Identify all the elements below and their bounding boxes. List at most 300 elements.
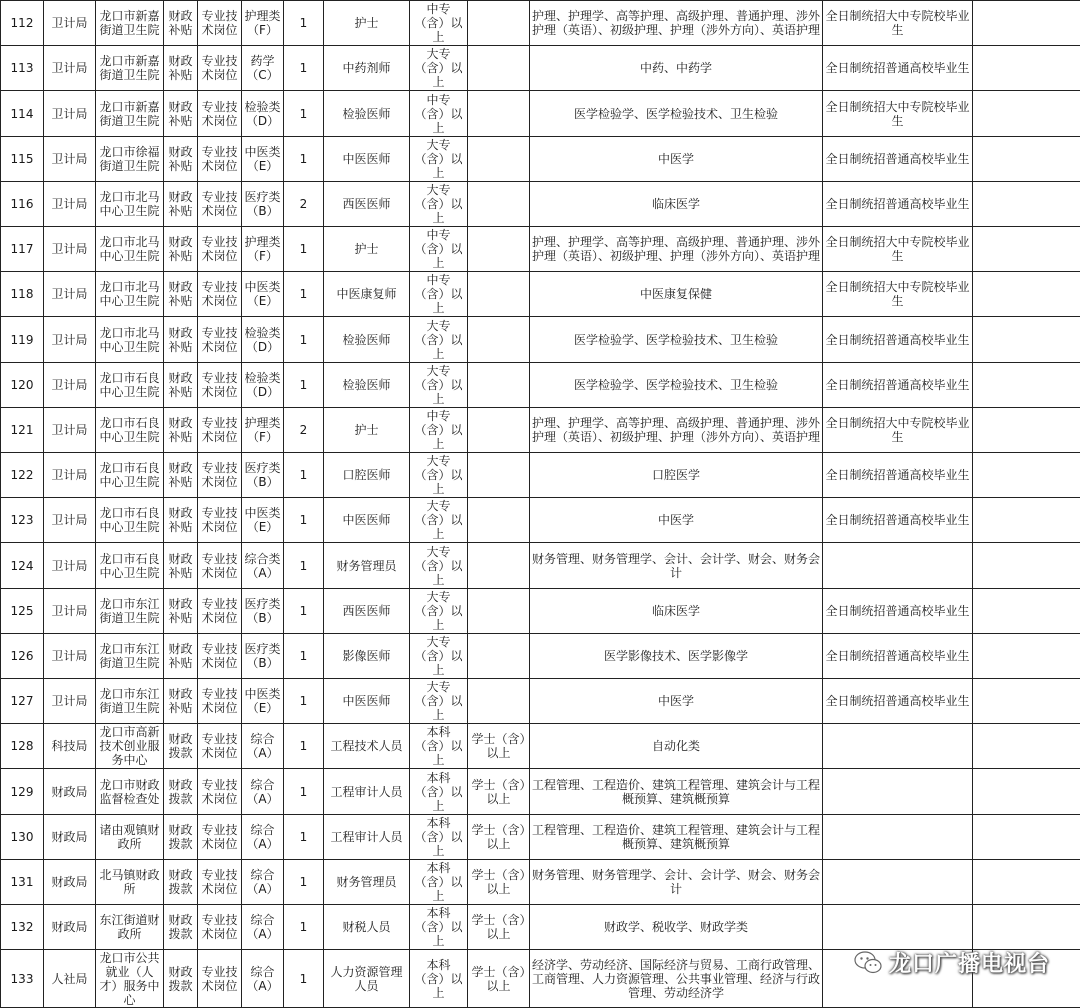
cell-department: 卫计局	[44, 362, 96, 407]
cell-department: 卫计局	[44, 227, 96, 272]
cell-category: 中医类（E）	[242, 679, 284, 724]
cell-remark: 全日制统招大中专院校毕业生	[823, 407, 973, 452]
cell-serial: 129	[1, 769, 44, 814]
cell-empty	[973, 362, 1080, 407]
cell-unit: 龙口市新嘉街道卫生院	[96, 91, 164, 136]
cell-department: 卫计局	[44, 1, 96, 46]
cell-education: 大专（含）以上	[410, 633, 468, 678]
cell-category: 医疗类（B）	[242, 588, 284, 633]
cell-unit: 龙口市北马中心卫生院	[96, 181, 164, 226]
cell-unit: 龙口市高新技术创业服务中心	[96, 724, 164, 769]
cell-serial: 130	[1, 814, 44, 859]
cell-serial: 126	[1, 633, 44, 678]
cell-education: 大专（含）以上	[410, 453, 468, 498]
cell-major: 财务管理、财务管理学、会计、会计学、财会、财务会计	[530, 859, 823, 904]
cell-category: 综合（A）	[242, 950, 284, 1008]
cell-category: 中医类（E）	[242, 136, 284, 181]
cell-count: 1	[284, 498, 324, 543]
cell-department: 卫计局	[44, 181, 96, 226]
cell-unit: 龙口市东江街道卫生院	[96, 679, 164, 724]
cell-major: 自动化类	[530, 724, 823, 769]
cell-post-name: 中医医师	[324, 679, 410, 724]
cell-unit: 龙口市东江街道卫生院	[96, 633, 164, 678]
cell-category: 医疗类（B）	[242, 181, 284, 226]
cell-major: 医学影像技术、医学影像学	[530, 633, 823, 678]
cell-serial: 132	[1, 905, 44, 950]
cell-post-type: 专业技术岗位	[198, 950, 242, 1008]
cell-post-type: 专业技术岗位	[198, 317, 242, 362]
cell-funding: 财政拨款	[164, 769, 198, 814]
cell-funding: 财政补贴	[164, 227, 198, 272]
cell-funding: 财政拨款	[164, 905, 198, 950]
cell-post-type: 专业技术岗位	[198, 362, 242, 407]
cell-count: 1	[284, 317, 324, 362]
cell-department: 卫计局	[44, 588, 96, 633]
cell-empty	[973, 814, 1080, 859]
cell-count: 1	[284, 1, 324, 46]
cell-remark: 全日制统招普通高校毕业生	[823, 181, 973, 226]
cell-count: 1	[284, 588, 324, 633]
cell-category: 综合类（A）	[242, 543, 284, 588]
cell-empty	[973, 679, 1080, 724]
cell-education: 大专（含）以上	[410, 46, 468, 91]
cell-remark: 全日制统招大中专院校毕业生	[823, 1, 973, 46]
cell-serial: 127	[1, 679, 44, 724]
cell-funding: 财政补贴	[164, 498, 198, 543]
cell-department: 卫计局	[44, 91, 96, 136]
cell-serial: 119	[1, 317, 44, 362]
cell-post-name: 中医医师	[324, 136, 410, 181]
cell-remark	[823, 724, 973, 769]
cell-department: 卫计局	[44, 407, 96, 452]
cell-remark	[823, 905, 973, 950]
cell-unit: 龙口市石良中心卫生院	[96, 453, 164, 498]
cell-unit: 诸由观镇财政所	[96, 814, 164, 859]
cell-post-name: 工程审计人员	[324, 769, 410, 814]
table-row	[1, 317, 1080, 362]
cell-degree	[468, 136, 530, 181]
cell-empty	[973, 769, 1080, 814]
cell-major: 中医学	[530, 498, 823, 543]
cell-degree	[468, 227, 530, 272]
cell-education: 大专（含）以上	[410, 362, 468, 407]
table-row	[1, 91, 1080, 136]
cell-remark: 全日制统招普通高校毕业生	[823, 362, 973, 407]
cell-major: 经济学、劳动经济、国际经济与贸易、工商行政管理、工商管理、人力资源管理、公共事业管理、经济与行政管理、劳动经济学	[530, 950, 823, 1008]
cell-serial: 120	[1, 362, 44, 407]
cell-degree	[468, 181, 530, 226]
cell-post-type: 专业技术岗位	[198, 859, 242, 904]
cell-serial: 112	[1, 1, 44, 46]
cell-count: 1	[284, 859, 324, 904]
cell-funding: 财政拨款	[164, 814, 198, 859]
cell-count: 1	[284, 46, 324, 91]
cell-count: 1	[284, 633, 324, 678]
table-row	[1, 227, 1080, 272]
cell-post-type: 专业技术岗位	[198, 136, 242, 181]
cell-serial: 118	[1, 272, 44, 317]
table-row	[1, 453, 1080, 498]
cell-empty	[973, 227, 1080, 272]
cell-department: 人社局	[44, 950, 96, 1008]
cell-category: 中医类（E）	[242, 498, 284, 543]
table-row	[1, 543, 1080, 588]
cell-remark: 全日制统招大中专院校毕业生	[823, 227, 973, 272]
cell-degree	[468, 588, 530, 633]
cell-funding: 财政补贴	[164, 633, 198, 678]
cell-education: 本科（含）以上	[410, 814, 468, 859]
cell-post-type: 专业技术岗位	[198, 769, 242, 814]
cell-unit: 龙口市公共就业（人才）服务中心	[96, 950, 164, 1008]
cell-unit: 龙口市石良中心卫生院	[96, 362, 164, 407]
cell-category: 护理类（F）	[242, 227, 284, 272]
watermark-text: 龙口广播电视台	[888, 952, 1050, 977]
cell-major: 医学检验学、医学检验技术、卫生检验	[530, 317, 823, 362]
cell-department: 卫计局	[44, 633, 96, 678]
cell-count: 1	[284, 950, 324, 1008]
cell-empty	[973, 633, 1080, 678]
cell-education: 中专（含）以上	[410, 91, 468, 136]
cell-post-type: 专业技术岗位	[198, 498, 242, 543]
cell-department: 卫计局	[44, 317, 96, 362]
cell-education: 大专（含）以上	[410, 543, 468, 588]
cell-education: 大专（含）以上	[410, 181, 468, 226]
cell-degree	[468, 407, 530, 452]
cell-count: 2	[284, 407, 324, 452]
cell-degree: 学士（含）以上	[468, 814, 530, 859]
cell-empty	[973, 588, 1080, 633]
cell-department: 科技局	[44, 724, 96, 769]
cell-empty	[973, 453, 1080, 498]
cell-department: 卫计局	[44, 679, 96, 724]
cell-major: 工程管理、工程造价、建筑工程管理、建筑会计与工程概预算、建筑概预算	[530, 769, 823, 814]
cell-degree	[468, 633, 530, 678]
cell-remark	[823, 950, 973, 1008]
cell-post-name: 口腔医师	[324, 453, 410, 498]
cell-category: 综合（A）	[242, 859, 284, 904]
cell-unit: 龙口市新嘉街道卫生院	[96, 46, 164, 91]
cell-post-name: 工程技术人员	[324, 724, 410, 769]
cell-post-name: 人力资源管理人员	[324, 950, 410, 1008]
cell-degree	[468, 679, 530, 724]
cell-degree	[468, 362, 530, 407]
cell-education: 本科（含）以上	[410, 905, 468, 950]
cell-degree	[468, 1, 530, 46]
cell-remark: 全日制统招普通高校毕业生	[823, 633, 973, 678]
cell-education: 大专（含）以上	[410, 136, 468, 181]
cell-remark: 全日制统招普通高校毕业生	[823, 588, 973, 633]
cell-count: 1	[284, 453, 324, 498]
cell-count: 2	[284, 181, 324, 226]
cell-funding: 财政补贴	[164, 317, 198, 362]
cell-major: 中医学	[530, 679, 823, 724]
cell-education: 大专（含）以上	[410, 498, 468, 543]
cell-post-name: 检验医师	[324, 91, 410, 136]
cell-funding: 财政拨款	[164, 859, 198, 904]
cell-empty	[973, 91, 1080, 136]
cell-count: 1	[284, 679, 324, 724]
cell-remark	[823, 543, 973, 588]
cell-category: 护理类（F）	[242, 1, 284, 46]
table-row	[1, 46, 1080, 91]
table-row	[1, 814, 1080, 859]
cell-count: 1	[284, 362, 324, 407]
cell-degree: 学士（含）以上	[468, 905, 530, 950]
cell-serial: 123	[1, 498, 44, 543]
cell-unit: 龙口市石良中心卫生院	[96, 498, 164, 543]
cell-education: 中专（含）以上	[410, 407, 468, 452]
cell-post-type: 专业技术岗位	[198, 588, 242, 633]
cell-major: 工程管理、工程造价、建筑工程管理、建筑会计与工程概预算、建筑概预算	[530, 814, 823, 859]
cell-post-name: 西医医师	[324, 588, 410, 633]
cell-education: 大专（含）以上	[410, 588, 468, 633]
table-row	[1, 181, 1080, 226]
cell-major: 护理、护理学、高等护理、高级护理、普通护理、涉外护理（英语）、初级护理、护理（涉外方向）、英语护理	[530, 227, 823, 272]
cell-unit: 东江街道财政所	[96, 905, 164, 950]
cell-department: 卫计局	[44, 46, 96, 91]
cell-major: 护理、护理学、高等护理、高级护理、普通护理、涉外护理（英语）、初级护理、护理（涉外方向）、英语护理	[530, 1, 823, 46]
table-row	[1, 1, 1080, 46]
cell-count: 1	[284, 769, 324, 814]
cell-unit: 龙口市北马中心卫生院	[96, 227, 164, 272]
cell-unit: 龙口市新嘉街道卫生院	[96, 1, 164, 46]
cell-funding: 财政补贴	[164, 272, 198, 317]
cell-remark: 全日制统招普通高校毕业生	[823, 136, 973, 181]
cell-count: 1	[284, 724, 324, 769]
cell-empty	[973, 905, 1080, 950]
table-row	[1, 588, 1080, 633]
cell-unit: 龙口市财政监督检查处	[96, 769, 164, 814]
table-row	[1, 633, 1080, 678]
cell-count: 1	[284, 272, 324, 317]
table-row	[1, 905, 1080, 950]
cell-remark	[823, 859, 973, 904]
cell-post-name: 财税人员	[324, 905, 410, 950]
cell-post-type: 专业技术岗位	[198, 633, 242, 678]
cell-degree: 学士（含）以上	[468, 769, 530, 814]
cell-post-type: 专业技术岗位	[198, 905, 242, 950]
cell-education: 本科（含）以上	[410, 950, 468, 1008]
cell-post-type: 专业技术岗位	[198, 227, 242, 272]
cell-degree	[468, 317, 530, 362]
cell-department: 财政局	[44, 814, 96, 859]
cell-degree	[468, 498, 530, 543]
cell-category: 医疗类（B）	[242, 633, 284, 678]
table-row	[1, 407, 1080, 452]
cell-post-name: 中药剂师	[324, 46, 410, 91]
cell-empty	[973, 498, 1080, 543]
cell-major: 中医康复保健	[530, 272, 823, 317]
cell-funding: 财政拨款	[164, 724, 198, 769]
cell-unit: 龙口市北马中心卫生院	[96, 272, 164, 317]
cell-education: 本科（含）以上	[410, 724, 468, 769]
cell-funding: 财政补贴	[164, 588, 198, 633]
table-row	[1, 498, 1080, 543]
cell-degree	[468, 46, 530, 91]
cell-degree	[468, 272, 530, 317]
cell-funding: 财政补贴	[164, 679, 198, 724]
cell-post-name: 中医医师	[324, 498, 410, 543]
cell-unit: 龙口市北马中心卫生院	[96, 317, 164, 362]
cell-serial: 121	[1, 407, 44, 452]
cell-post-type: 专业技术岗位	[198, 272, 242, 317]
cell-major: 财政学、税收学、财政学类	[530, 905, 823, 950]
cell-category: 综合（A）	[242, 724, 284, 769]
cell-education: 中专（含）以上	[410, 227, 468, 272]
cell-serial: 124	[1, 543, 44, 588]
cell-funding: 财政补贴	[164, 136, 198, 181]
cell-degree: 学士（含）以上	[468, 724, 530, 769]
cell-unit: 龙口市石良中心卫生院	[96, 543, 164, 588]
cell-education: 本科（含）以上	[410, 859, 468, 904]
cell-remark: 全日制统招普通高校毕业生	[823, 498, 973, 543]
cell-empty	[973, 181, 1080, 226]
cell-major: 中药、中药学	[530, 46, 823, 91]
cell-count: 1	[284, 543, 324, 588]
cell-degree	[468, 453, 530, 498]
table-row	[1, 679, 1080, 724]
cell-post-type: 专业技术岗位	[198, 91, 242, 136]
cell-post-name: 护士	[324, 1, 410, 46]
cell-serial: 133	[1, 950, 44, 1008]
cell-post-type: 专业技术岗位	[198, 679, 242, 724]
cell-unit: 龙口市徐福街道卫生院	[96, 136, 164, 181]
cell-empty	[973, 46, 1080, 91]
cell-remark	[823, 814, 973, 859]
cell-funding: 财政补贴	[164, 1, 198, 46]
cell-category: 检验类（D）	[242, 317, 284, 362]
cell-serial: 131	[1, 859, 44, 904]
cell-count: 1	[284, 814, 324, 859]
cell-degree	[468, 91, 530, 136]
cell-education: 中专（含）以上	[410, 1, 468, 46]
cell-education: 大专（含）以上	[410, 317, 468, 362]
table-row	[1, 724, 1080, 769]
cell-count: 1	[284, 905, 324, 950]
cell-count: 1	[284, 136, 324, 181]
cell-empty	[973, 950, 1080, 1008]
cell-post-type: 专业技术岗位	[198, 407, 242, 452]
cell-serial: 128	[1, 724, 44, 769]
cell-post-type: 专业技术岗位	[198, 1, 242, 46]
cell-serial: 117	[1, 227, 44, 272]
cell-post-name: 检验医师	[324, 317, 410, 362]
cell-serial: 122	[1, 453, 44, 498]
cell-post-type: 专业技术岗位	[198, 46, 242, 91]
cell-post-name: 财务管理员	[324, 859, 410, 904]
cell-department: 财政局	[44, 905, 96, 950]
cell-major: 口腔医学	[530, 453, 823, 498]
cell-major: 医学检验学、医学检验技术、卫生检验	[530, 91, 823, 136]
cell-empty	[973, 317, 1080, 362]
cell-unit: 龙口市东江街道卫生院	[96, 588, 164, 633]
cell-major: 财务管理、财务管理学、会计、会计学、财会、财务会计	[530, 543, 823, 588]
cell-remark: 全日制统招普通高校毕业生	[823, 317, 973, 362]
cell-department: 卫计局	[44, 453, 96, 498]
cell-post-type: 专业技术岗位	[198, 724, 242, 769]
cell-funding: 财政补贴	[164, 407, 198, 452]
cell-category: 综合（A）	[242, 769, 284, 814]
cell-remark: 全日制统招大中专院校毕业生	[823, 91, 973, 136]
cell-empty	[973, 1, 1080, 46]
cell-serial: 125	[1, 588, 44, 633]
cell-post-name: 护士	[324, 227, 410, 272]
cell-category: 检验类（D）	[242, 362, 284, 407]
cell-serial: 114	[1, 91, 44, 136]
cell-major: 中医学	[530, 136, 823, 181]
cell-count: 1	[284, 91, 324, 136]
cell-category: 护理类（F）	[242, 407, 284, 452]
cell-funding: 财政补贴	[164, 362, 198, 407]
cell-remark: 全日制统招普通高校毕业生	[823, 46, 973, 91]
cell-post-name: 检验医师	[324, 362, 410, 407]
cell-remark: 全日制统招普通高校毕业生	[823, 679, 973, 724]
cell-post-type: 专业技术岗位	[198, 814, 242, 859]
cell-post-name: 护士	[324, 407, 410, 452]
cell-degree: 学士（含）以上	[468, 950, 530, 1008]
table-row	[1, 950, 1080, 1008]
cell-count: 1	[284, 227, 324, 272]
table-row	[1, 136, 1080, 181]
cell-serial: 115	[1, 136, 44, 181]
cell-serial: 116	[1, 181, 44, 226]
cell-major: 护理、护理学、高等护理、高级护理、普通护理、涉外护理（英语）、初级护理、护理（涉外方向）、英语护理	[530, 407, 823, 452]
table-row	[1, 272, 1080, 317]
cell-post-type: 专业技术岗位	[198, 181, 242, 226]
cell-category: 医疗类（B）	[242, 453, 284, 498]
cell-empty	[973, 543, 1080, 588]
cell-unit: 龙口市石良中心卫生院	[96, 407, 164, 452]
cell-funding: 财政补贴	[164, 181, 198, 226]
cell-empty	[973, 724, 1080, 769]
cell-post-name: 工程审计人员	[324, 814, 410, 859]
cell-remark	[823, 769, 973, 814]
cell-empty	[973, 859, 1080, 904]
cell-category: 综合（A）	[242, 905, 284, 950]
cell-unit: 北马镇财政所	[96, 859, 164, 904]
cell-empty	[973, 272, 1080, 317]
cell-post-name: 西医医师	[324, 181, 410, 226]
cell-department: 卫计局	[44, 543, 96, 588]
cell-category: 药学（C）	[242, 46, 284, 91]
table-row	[1, 859, 1080, 904]
cell-remark: 全日制统招大中专院校毕业生	[823, 272, 973, 317]
cell-education: 本科（含）以上	[410, 769, 468, 814]
cell-post-name: 财务管理员	[324, 543, 410, 588]
cell-post-type: 专业技术岗位	[198, 453, 242, 498]
cell-empty	[973, 136, 1080, 181]
cell-major: 医学检验学、医学检验技术、卫生检验	[530, 362, 823, 407]
cell-major: 临床医学	[530, 588, 823, 633]
cell-post-name: 影像医师	[324, 633, 410, 678]
cell-category: 综合（A）	[242, 814, 284, 859]
cell-department: 卫计局	[44, 498, 96, 543]
cell-funding: 财政补贴	[164, 453, 198, 498]
cell-post-type: 专业技术岗位	[198, 543, 242, 588]
cell-empty	[973, 407, 1080, 452]
cell-remark: 全日制统招普通高校毕业生	[823, 453, 973, 498]
cell-department: 财政局	[44, 859, 96, 904]
table-row	[1, 769, 1080, 814]
cell-funding: 财政补贴	[164, 91, 198, 136]
cell-category: 检验类（D）	[242, 91, 284, 136]
cell-department: 卫计局	[44, 272, 96, 317]
cell-education: 中专（含）以上	[410, 272, 468, 317]
cell-department: 卫计局	[44, 136, 96, 181]
cell-education: 大专（含）以上	[410, 679, 468, 724]
table-row	[1, 362, 1080, 407]
cell-funding: 财政补贴	[164, 543, 198, 588]
